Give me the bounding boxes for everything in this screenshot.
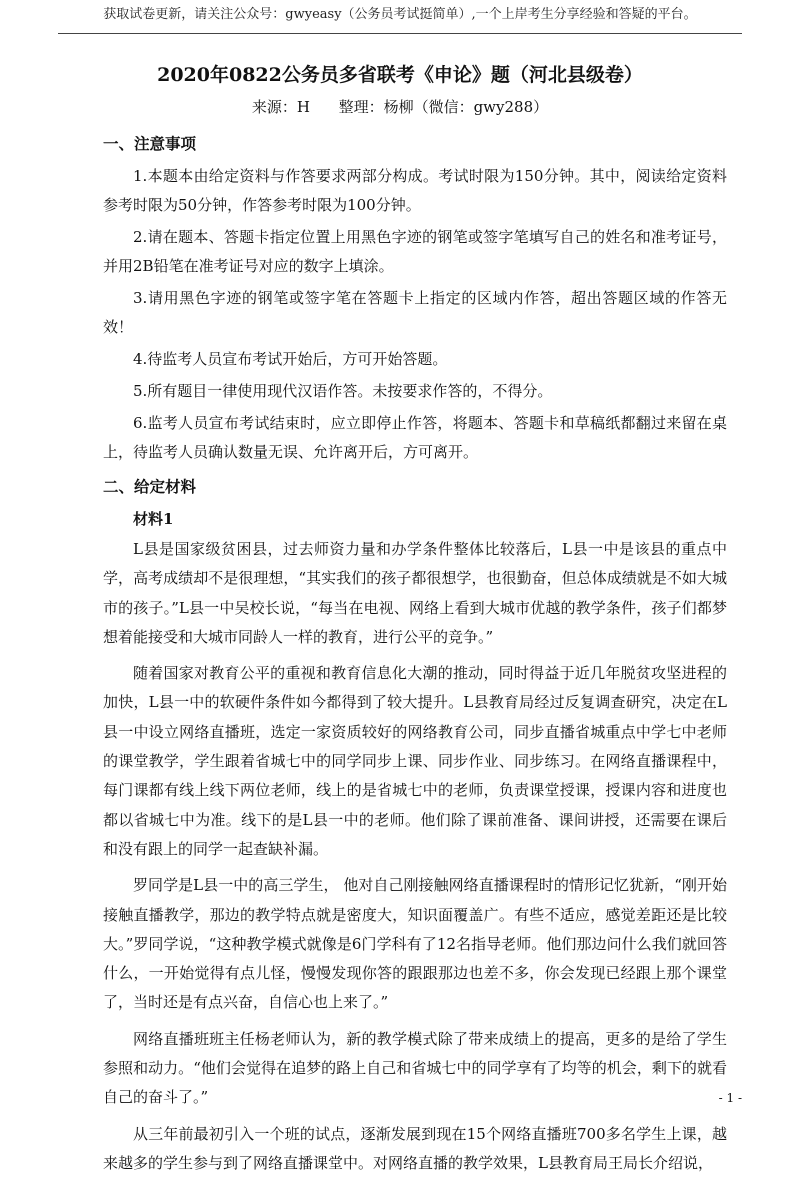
material-paragraph: 随着国家对教育公平的重视和教育信息化大潮的推动，同时得益于近几年脱贫攻坚进程的加快，L县一中的软硬件条件如今都得到了较大提升。L县教育局经过反复调查研究，决定在L县一中设立网络直播班，选定一家资质较好的网络教育公司，同步直播省城重点中学七中老师的课堂教学，学生跟着省城七中的同学同步上课、同步作业、同步练习。在网络直播课程中，每门课都有线上线下两位老师，线上的是省城七中的老师，负责课堂授课，授课内容和进度也都以省城七中为准。线下的是L县一中的老师。他们除了课前准备、课间讲授，还需要在课后和没有跟上的同学一起查缺补漏。 — [103, 664, 727, 858]
material-paragraph: L县是国家级贫困县，过去师资力量和办学条件整体比较落后，L县一中是该县的重点中学，高考成绩却不是很理想，“其实我们的孩子都很想学，也很勤奋，但总体成绩就是不如大城市的孩子。”L县一中吴校长说，“每当在电视、网络上看到大城市优越的教学条件，孩子们都梦想着能接受和大城市同龄人一样的教育，进行公平的竞争。” — [103, 540, 727, 646]
notice-item: 2.请在题本、答题卡指定位置上用黑色字迹的钢笔或签字笔填写自己的姓名和准考证号，并用2B铅笔在准考证号对应的数字上填涂。 — [103, 228, 727, 275]
header-divider — [58, 33, 742, 34]
page-number: - 1 - — [718, 1091, 742, 1105]
document-subtitle: 来源：H 整理：杨柳（微信：gwy288） — [251, 98, 549, 116]
material-paragraph: 罗同学是L县一中的高三学生， 他对自己刚接触网络直播课程时的情形记忆犹新，“刚开始接触直播教学，那边的教学特点就是密度大，知识面覆盖广。有些不适应，感觉差距还是比较大。”罗同学说，“这种教学模式就像是6门学科有了12名指导老师。他们那边问什么我们就回答什么，一开始觉得有点儿怪，慢慢发现你答的跟跟那边也差不多，你会发现已经跟上那个课堂了，当时还是有点兴奋，自信心也上来了。” — [103, 876, 727, 1012]
notice-item: 1.本题本由给定资料与作答要求两部分构成。考试时限为150分钟。其中，阅读给定资料参考时限为50分钟，作答参考时限为100分钟。 — [103, 167, 727, 214]
notice-item: 3.请用黑色字迹的钢笔或签字笔在答题卡上指定的区域内作答，超出答题区域的作答无效！ — [103, 289, 727, 336]
section-heading-materials: 二、给定材料 — [103, 477, 197, 496]
document-title: 2020年0822公务员多省联考《申论》题（河北县级卷） — [157, 64, 643, 86]
page-header-notice: 获取试卷更新，请关注公众号：gwyeasy（公务员考试挺简单）,一个上岸考生分享经验和答疑的平台。 — [103, 7, 697, 22]
material-paragraph: 从三年前最初引入一个班的试点，逐渐发展到现在15个网络直播班700多名学生上课，越来越多的学生参与到了网络直播课堂中。对网络直播的教学效果，L县教育局王局长介绍说， — [103, 1124, 727, 1172]
document-body — [103, 124, 727, 1185]
material-paragraph: 网络直播班班主任杨老师认为，新的教学模式除了带来成绩上的提高，更多的是给了学生参照和动力。“他们会觉得在追梦的路上自己和省城七中的同学享有了均等的机会，剩下的就看自己的奋斗了。” — [103, 1029, 727, 1107]
notice-item: 4.待监考人员宣布考试开始后，方可开始答题。 — [133, 350, 448, 368]
section-heading-notice: 一、注意事项 — [103, 134, 197, 153]
notice-item: 6.监考人员宣布考试结束时，应立即停止作答，将题本、答题卡和草稿纸都翻过来留在桌上，待监考人员确认数量无误、允许离开后，方可离开。 — [103, 414, 727, 461]
material-label: 材料1 — [133, 510, 174, 528]
notice-item: 5.所有题目一律使用现代汉语作答。未按要求作答的，不得分。 — [133, 382, 553, 400]
